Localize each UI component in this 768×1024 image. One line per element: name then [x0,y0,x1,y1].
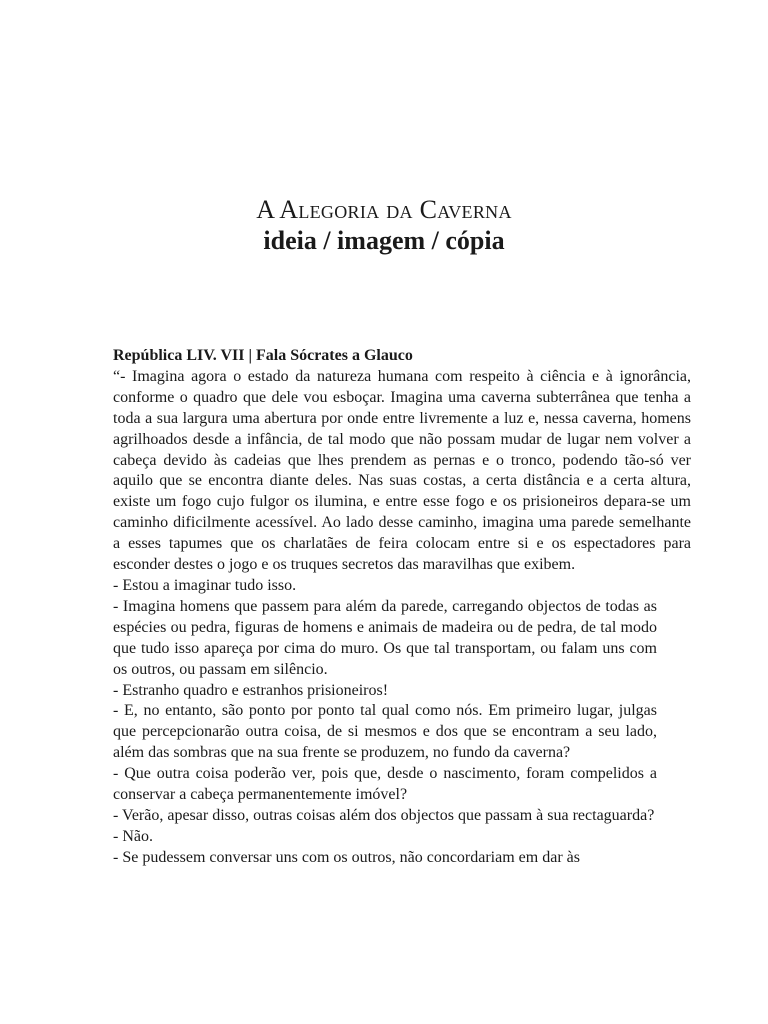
paragraph-2: - Imagina homens que passem para além da parede, carregando objectos de todas as espécies ou pedra, figuras de homens e animais de madeira ou de pedra, de tal modo que tudo isso apareça por cima do muro. Os que tal transportam, ou falam uns com os outros, ou passam em silêncio. [113,597,657,678]
paragraph-reply-2: - Estranho quadro e estranhos prisioneiros! [113,681,389,699]
document-title: A Alegoria da Caverna [256,195,512,224]
section-heading: República LIV. VII | Fala Sócrates a Glauco [113,347,413,364]
paragraph-4: - Verão, apesar disso, outras coisas além dos objectos que passam à sua rectaguarda? [113,806,655,824]
document-subtitle: ideia / imagem / cópia [263,226,505,255]
paragraph-5: - Se pudessem conversar uns com os outros, não concordariam em dar às [113,848,580,866]
paragraph-3: - E, no entanto, são ponto por ponto tal qual como nós. Em primeiro lugar, julgas que percepcionarão outra coisa, de si mesmos e dos que se encontram a seu lado, além das sombras que na sua frente se produzem, no fundo da caverna? [113,702,657,762]
paragraph-reply-4: - Não. [113,827,153,845]
title-block [0,195,768,257]
paragraph-reply-3: - Que outra coisa poderão ver, pois que, desde o nascimento, foram compelidos a conservar a cabeça permanentemente imóvel? [113,765,657,804]
document-body [113,346,691,869]
paragraph-intro: “- Imagina agora o estado da natureza humana com respeito à ciência e à ignorância, conforme o quadro que dele vou esboçar. Imagina uma caverna subterrânea que tenha a toda a sua largura uma abertura por onde entre livremente a luz e, nessa caverna, homens agrilhoados desde a infância, de tal modo que não possam mudar de lugar nem volver a cabeça devido às cadeias que lhes prendem as pernas e o tronco, podendo tão-só ver aquilo que se encontra diante deles. Nas suas costas, a certa distância e a certa altura, existe um fogo cujo fulgor os ilumina, e entre esse fogo e os prisioneiros depara-se um caminho dificilmente acessível. Ao lado desse caminho, imagina uma parede semelhante a esses tapumes que os charlatães de feira colocam entre si e os espectadores para esconder destes o jogo e os truques secretos das maravilhas que exibem. [113,367,691,574]
paragraph-reply-1: - Estou a imaginar tudo isso. [113,576,297,594]
